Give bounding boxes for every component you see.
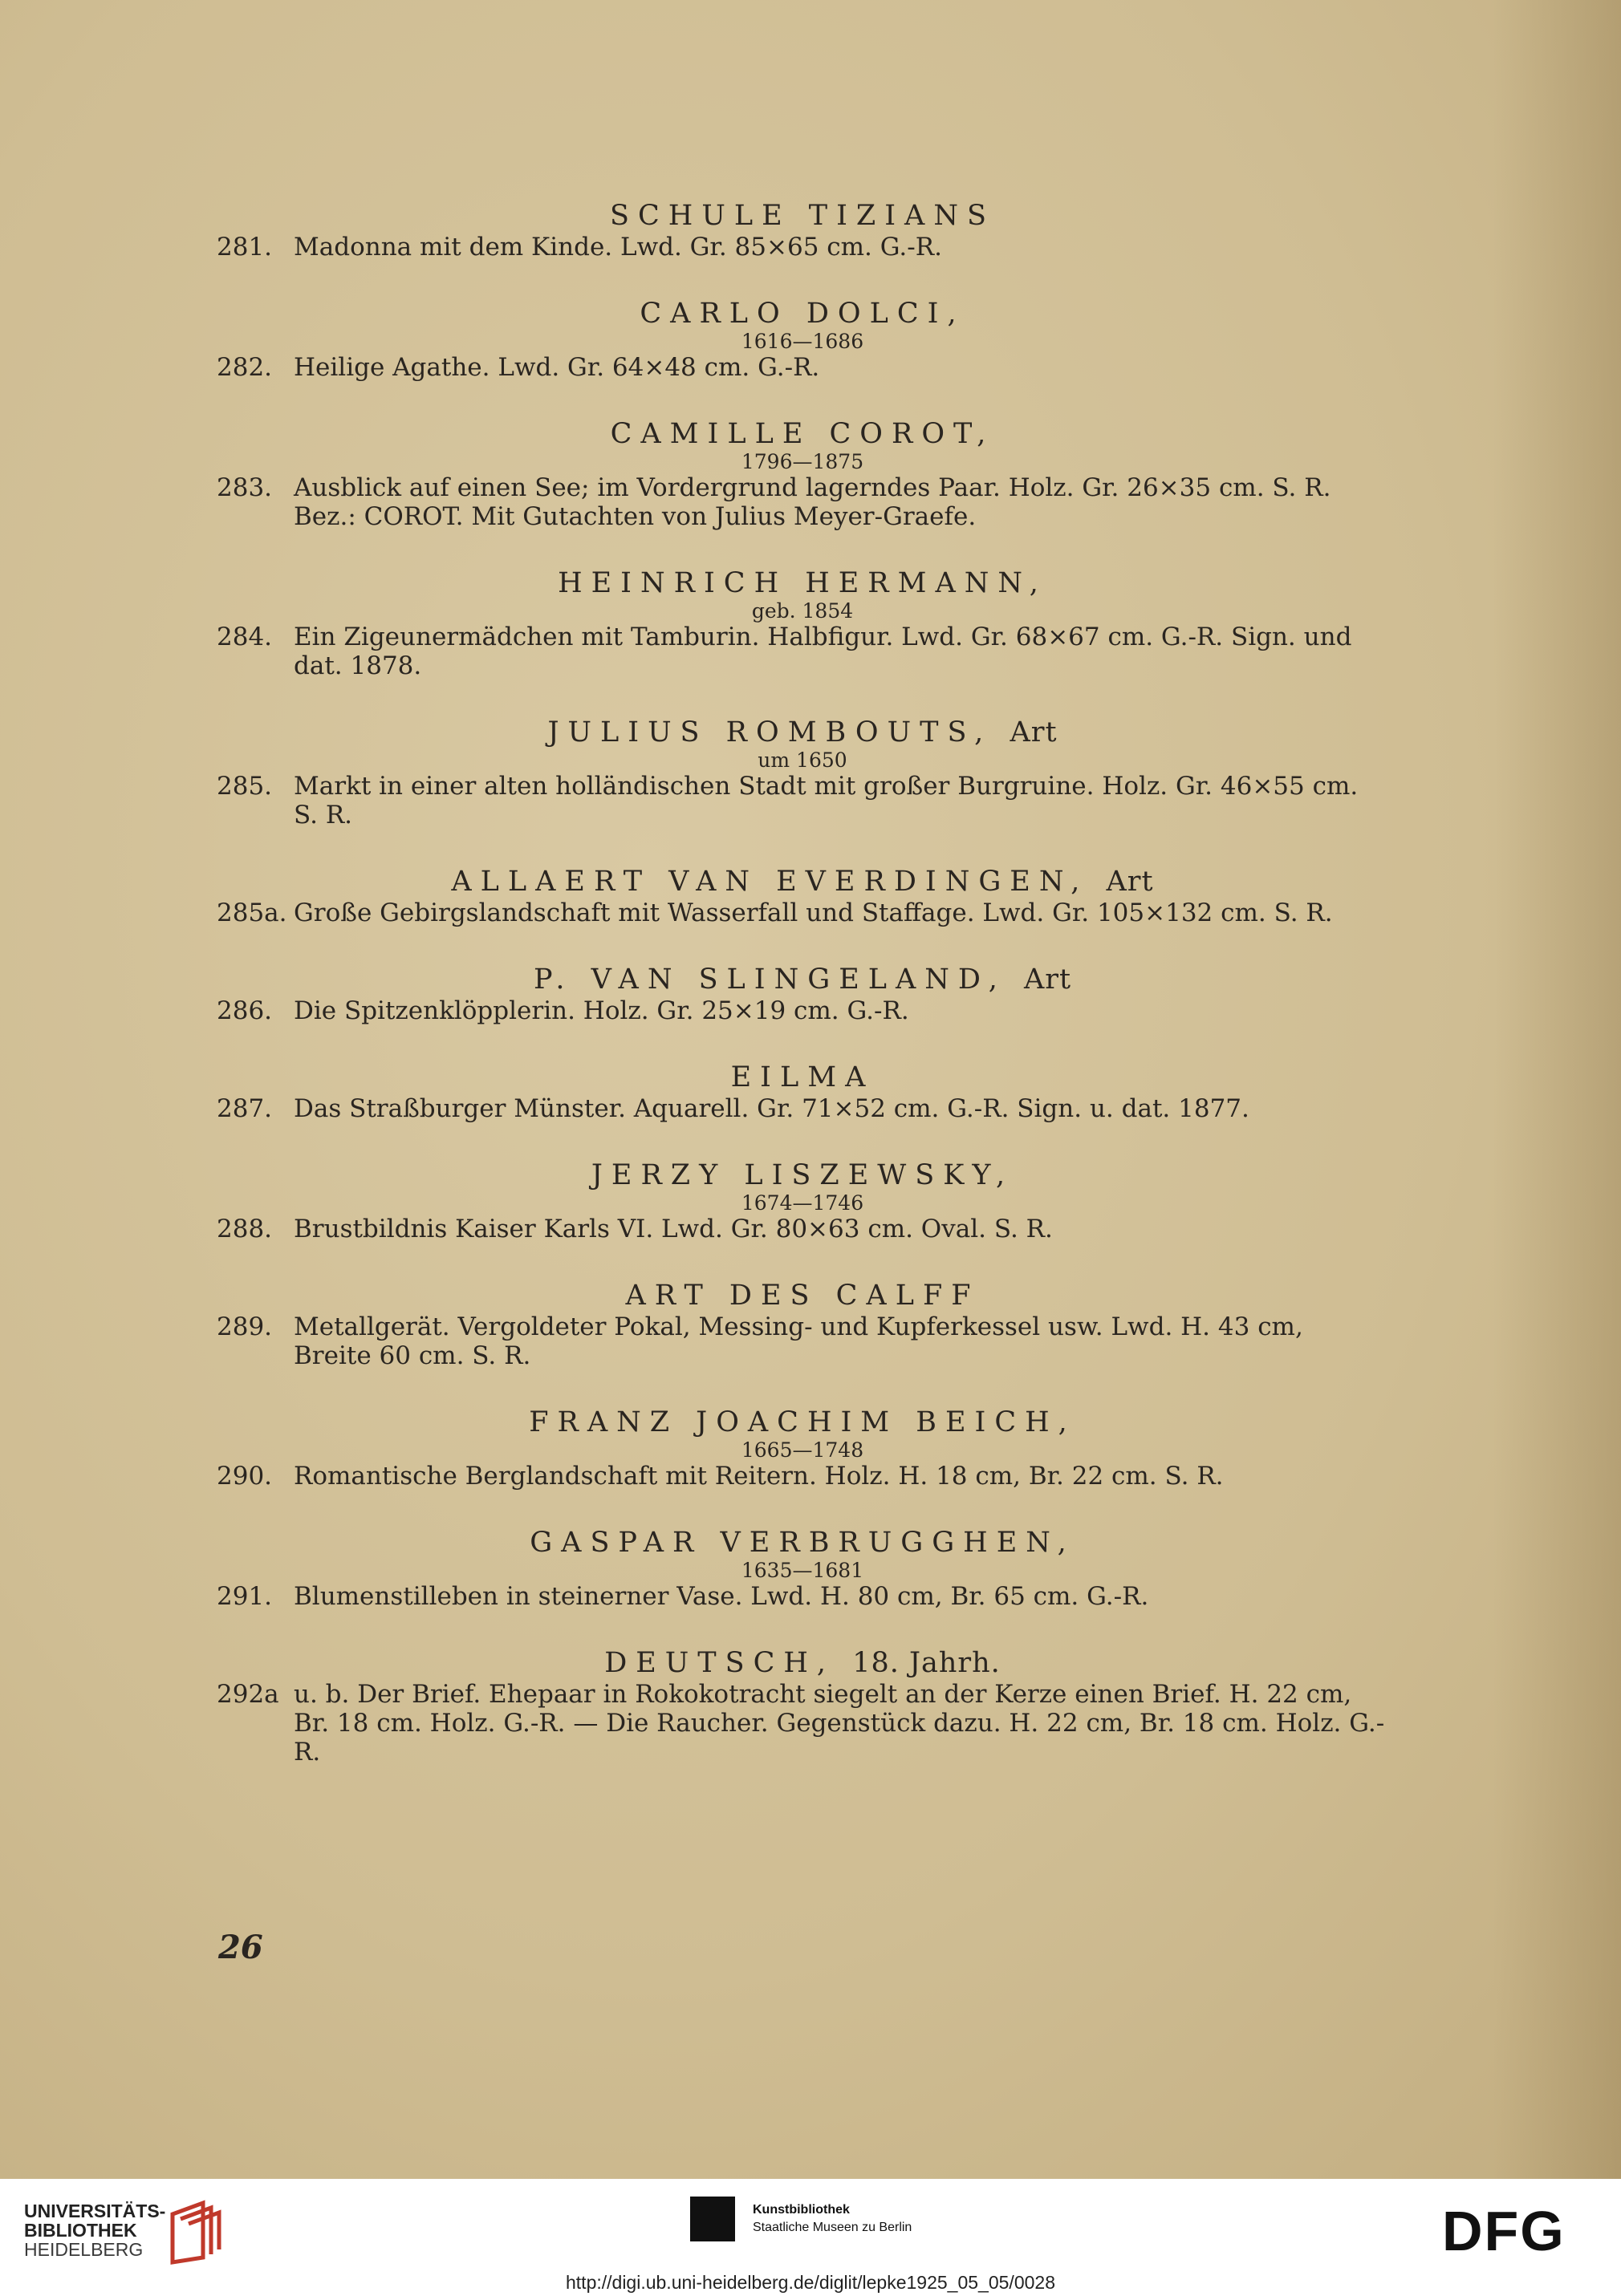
artist-suffix: 18. Jahrh. <box>852 1647 1001 1679</box>
artist-name: FRANZ JOACHIM BEICH, <box>529 1406 1076 1438</box>
viewer-footer <box>0 2179 1621 2296</box>
artist-suffix: Art <box>1023 963 1072 996</box>
entry-number: 288. <box>217 1215 273 1243</box>
artist-name: CARLO DOLCI, <box>640 298 965 330</box>
catalog-entry <box>217 1680 1388 1767</box>
entry-number: 285. <box>217 772 273 801</box>
catalog-entry <box>217 996 1388 1025</box>
entry-number: 287. <box>217 1094 273 1123</box>
entry-description: Ausblick auf einen See; im Vordergrund lagerndes Paar. Holz. Gr. 26×35 cm. S. R. Bez.: COROT. Mit Gutachten von Julius Meyer-Graefe. <box>294 473 1331 531</box>
artist-heading <box>217 1279 1388 1312</box>
artist-heading <box>217 1158 1388 1192</box>
catalog-entry <box>217 353 1388 382</box>
artist-dates: 1616—1686 <box>741 330 864 353</box>
artist-suffix: Art <box>1010 716 1058 748</box>
entry-number: 289. <box>217 1312 273 1341</box>
catalog-entry <box>217 1215 1388 1243</box>
artist-heading <box>217 566 1388 600</box>
artist-heading <box>217 1646 1388 1680</box>
permalink-url[interactable]: http://digi.ub.uni-heidelberg.de/diglit/lepke1925_05_05/0028 <box>566 2272 1055 2293</box>
entry-number: 292a <box>217 1680 279 1709</box>
catalog-entry <box>217 1312 1388 1370</box>
uni-heidelberg-logo-text[interactable] <box>24 2201 165 2259</box>
kunstbibliothek-logo-icon <box>690 2197 735 2241</box>
artist-heading <box>217 1406 1388 1439</box>
artist-name: CAMILLE COROT, <box>610 418 995 450</box>
artist-name: JULIUS ROMBOUTS, <box>547 716 993 748</box>
artist-heading <box>217 865 1388 899</box>
entry-number: 290. <box>217 1462 273 1491</box>
entry-number: 285a. <box>217 899 287 927</box>
entry-description: Heilige Agathe. Lwd. Gr. 64×48 cm. G.-R. <box>294 353 820 382</box>
artist-heading <box>217 1526 1388 1560</box>
artist-name: ALLAERT VAN EVERDINGEN, <box>451 866 1089 898</box>
catalog-list <box>217 199 1388 1767</box>
catalog-entry <box>217 899 1388 927</box>
artist-heading <box>217 297 1388 331</box>
entry-description: Romantische Berglandschaft mit Reitern. Holz. H. 18 cm, Br. 22 cm. S. R. <box>294 1462 1224 1491</box>
kb-line-2: Staatliche Museen zu Berlin <box>753 2221 912 2234</box>
catalog-entry <box>217 473 1388 531</box>
entry-description: Große Gebirgslandschaft mit Wasserfall und Staffage. Lwd. Gr. 105×132 cm. S. R. <box>294 899 1333 927</box>
entry-number: 284. <box>217 623 273 651</box>
artist-dates: geb. 1854 <box>751 599 854 623</box>
artist-dates: 1674—1746 <box>741 1191 864 1215</box>
catalog-entry <box>217 623 1388 680</box>
uni-line-1: UNIVERSITÄTS- <box>24 2201 166 2221</box>
artist-name: P. VAN SLINGELAND, <box>533 963 1006 996</box>
entry-description: Brustbildnis Kaiser Karls VI. Lwd. Gr. 80×63 cm. Oval. S. R. <box>294 1215 1053 1243</box>
entry-description: u. b. Der Brief. Ehepaar in Rokokotracht siegelt an der Kerze einen Brief. H. 22 cm, Br. 18 cm. Holz. G.-R. — Die Raucher. Gegenstück dazu. H. 22 cm, Br. 18 cm. Holz. G.-R. <box>294 1680 1385 1767</box>
artist-dates: 1796—1875 <box>741 450 864 473</box>
artist-suffix: Art <box>1106 866 1154 898</box>
artist-heading <box>217 417 1388 451</box>
artist-heading <box>217 963 1388 996</box>
uni-line-2: BIBLIOTHEK <box>24 2220 137 2241</box>
artist-name: EILMA <box>730 1061 875 1093</box>
entry-description: Blumenstilleben in steinerner Vase. Lwd. H. 80 cm, Br. 65 cm. G.-R. <box>294 1582 1149 1611</box>
entry-description: Metallgerät. Vergoldeter Pokal, Messing- und Kupferkessel usw. Lwd. H. 43 cm, Breite 60 cm. S. R. <box>294 1312 1303 1370</box>
entry-number: 282. <box>217 353 273 382</box>
artist-name: SCHULE TIZIANS <box>610 200 995 232</box>
artist-heading <box>217 716 1388 749</box>
entry-description: Ein Zigeunermädchen mit Tamburin. Halbfigur. Lwd. Gr. 68×67 cm. G.-R. Sign. und dat. 1878. <box>294 623 1352 680</box>
artist-dates: 1665—1748 <box>741 1438 864 1462</box>
artist-heading <box>217 1061 1388 1094</box>
entry-description: Das Straßburger Münster. Aquarell. Gr. 71×52 cm. G.-R. Sign. u. dat. 1877. <box>294 1094 1249 1123</box>
kb-line-1: Kunstbibliothek <box>753 2203 850 2217</box>
kunstbibliothek-label[interactable] <box>753 2201 912 2237</box>
entry-description: Markt in einer alten holländischen Stadt mit großer Burgruine. Holz. Gr. 46×55 cm. S. R. <box>294 772 1359 830</box>
artist-heading <box>217 199 1388 233</box>
page-number: 26 <box>218 1929 263 1966</box>
artist-name: DEUTSCH, <box>604 1647 835 1679</box>
entry-number: 283. <box>217 473 273 502</box>
artist-dates: um 1650 <box>758 748 847 772</box>
entry-description: Madonna mit dem Kinde. Lwd. Gr. 85×65 cm. G.-R. <box>294 233 942 262</box>
artist-name: JERZY LISZEWSKY, <box>591 1159 1014 1191</box>
artist-name: ART DES CALFF <box>625 1280 980 1312</box>
artist-name: GASPAR VERBRUGGHEN, <box>530 1527 1075 1559</box>
artist-name: HEINRICH HERMANN, <box>558 567 1047 599</box>
catalog-entry <box>217 1582 1388 1611</box>
uni-line-3: HEIDELBERG <box>24 2239 144 2260</box>
entry-number: 286. <box>217 996 273 1025</box>
artist-dates: 1635—1681 <box>741 1559 864 1582</box>
catalog-entry <box>217 1094 1388 1123</box>
catalog-entry <box>217 233 1388 262</box>
catalog-entry <box>217 772 1388 830</box>
dfg-logo[interactable]: DFG <box>1442 2200 1566 2262</box>
catalog-entry <box>217 1462 1388 1491</box>
entry-number: 291. <box>217 1582 273 1611</box>
uni-heidelberg-emblem-icon <box>165 2198 227 2266</box>
entry-number: 281. <box>217 233 273 262</box>
entry-description: Die Spitzenklöpplerin. Holz. Gr. 25×19 cm. G.-R. <box>294 996 909 1025</box>
